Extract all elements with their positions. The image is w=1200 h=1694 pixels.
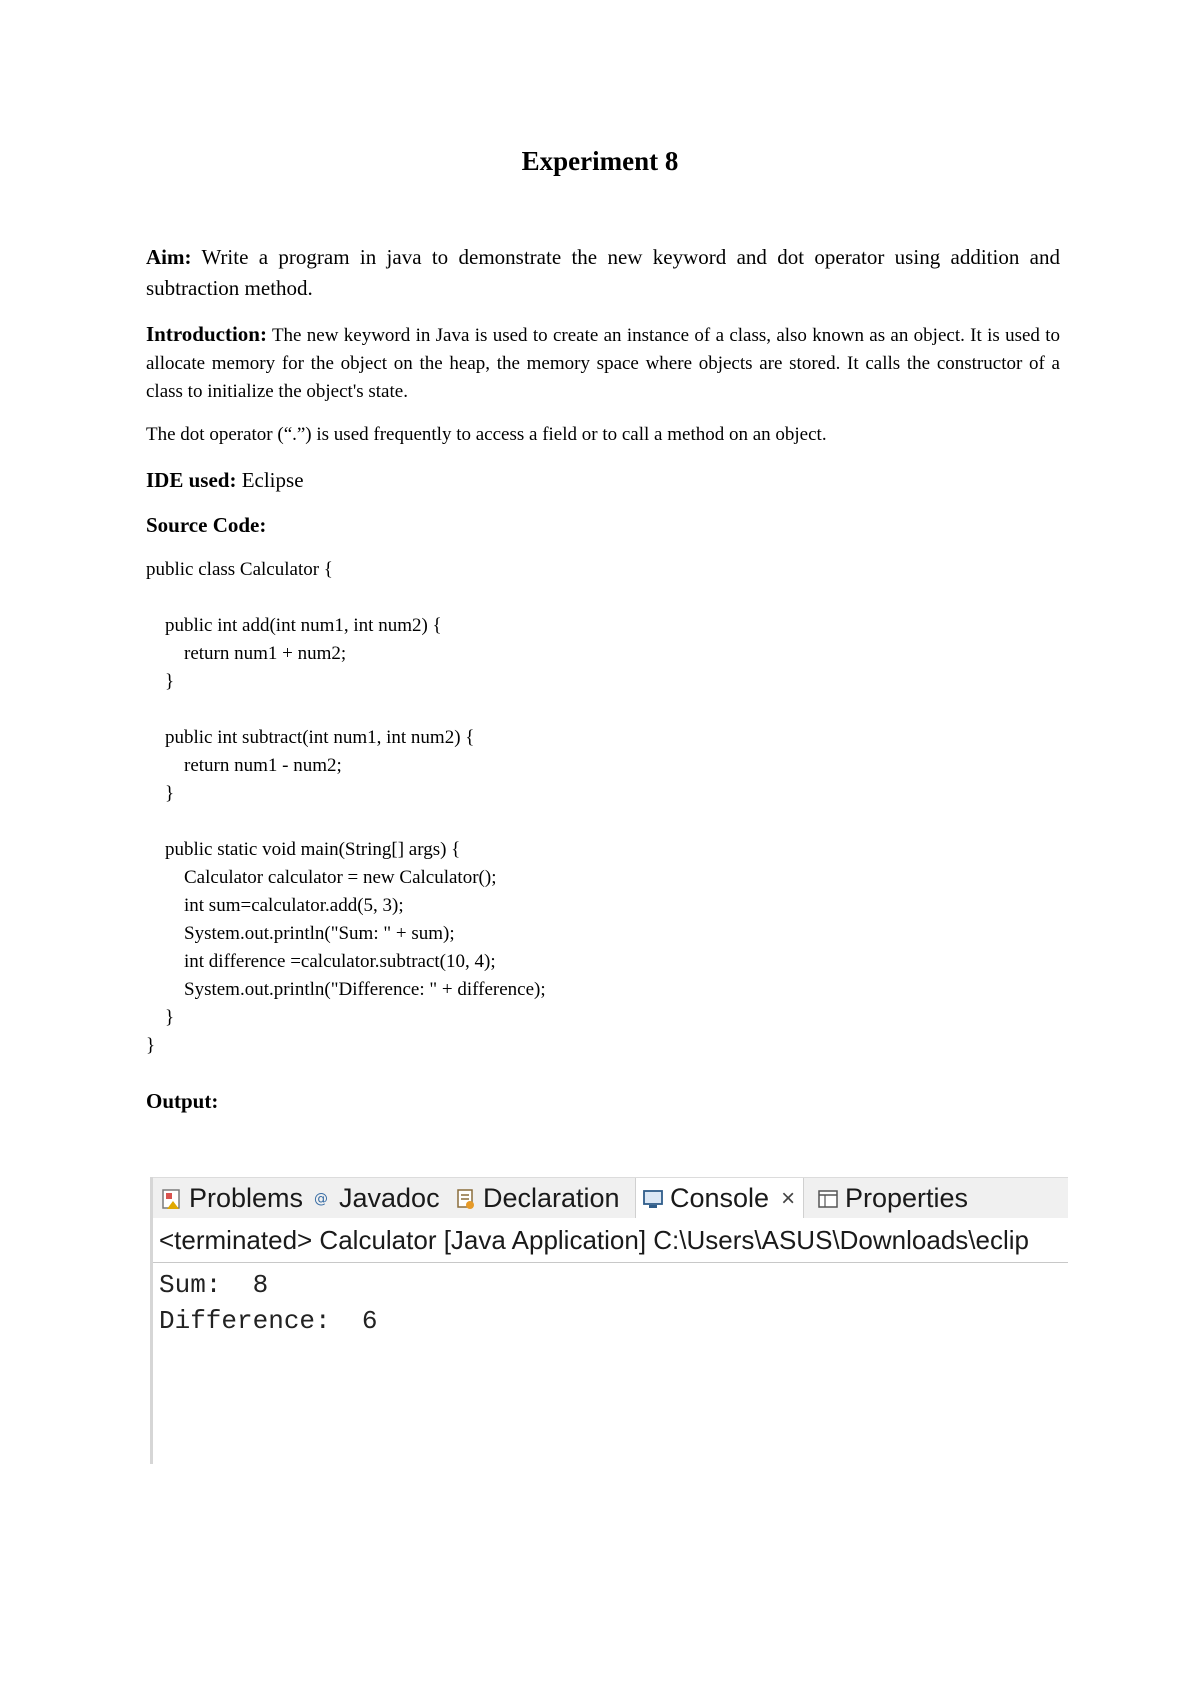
aim-text: Write a program in java to demonstrate the new keyword and dot operator using addition and subtraction method. xyxy=(146,245,1060,300)
tab-properties[interactable] xyxy=(817,1178,968,1219)
declaration-icon xyxy=(455,1187,477,1211)
problems-icon xyxy=(161,1187,183,1211)
output-heading: Output: xyxy=(146,1089,219,1113)
javadoc-icon xyxy=(311,1187,333,1211)
dot-operator-paragraph: The dot operator (“.”) is used frequently to access a field or to call a method on an object. xyxy=(146,424,827,445)
code-line: Calculator calculator = new Calculator(); xyxy=(146,867,497,888)
code-line: } xyxy=(146,671,175,692)
code-line: int sum=calculator.add(5, 3); xyxy=(146,895,404,916)
tab-label: Properties xyxy=(845,1183,969,1213)
eclipse-console-panel xyxy=(150,1177,1068,1464)
tab-problems[interactable] xyxy=(161,1178,303,1219)
code-line xyxy=(146,808,546,836)
properties-icon xyxy=(817,1187,839,1211)
close-icon[interactable]: × xyxy=(781,1184,796,1212)
console-output[interactable] xyxy=(159,1267,377,1339)
code-line: System.out.println("Sum: " + sum); xyxy=(146,923,455,944)
source-code-block xyxy=(146,556,546,1060)
ide-paragraph xyxy=(146,466,1060,494)
console-icon xyxy=(642,1187,664,1211)
introduction-text: The new keyword in Java is used to create an instance of a class, also known as an object. It is used to allocate memory for the object on the heap, the memory space where objects are stored. It calls the constructor of a class to initialize the object's state. xyxy=(146,325,1060,402)
introduction-paragraph xyxy=(146,320,1060,406)
code-line xyxy=(146,696,546,724)
tab-label: Javadoc xyxy=(339,1183,440,1213)
code-line xyxy=(146,584,546,612)
code-line: int difference =calculator.subtract(10, 4); xyxy=(146,951,496,972)
aim-paragraph xyxy=(146,242,1060,304)
code-line: } xyxy=(146,1007,175,1028)
console-status-line: <terminated> Calculator [Java Application] C:\Users\ASUS\Downloads\eclip xyxy=(153,1218,1068,1263)
ide-value: Eclipse xyxy=(241,468,304,492)
console-tab-bar xyxy=(153,1177,1068,1219)
tab-label: Problems xyxy=(189,1183,304,1213)
page-title: Experiment 8 xyxy=(521,146,679,176)
aim-label: Aim: xyxy=(146,245,192,269)
tab-label: Declaration xyxy=(483,1183,620,1213)
ide-label: IDE used: xyxy=(146,468,237,492)
console-output-line: Sum: 8 xyxy=(159,1270,269,1300)
source-code-heading: Source Code: xyxy=(146,513,267,537)
code-line: } xyxy=(146,1035,156,1056)
code-line: public class Calculator { xyxy=(146,559,333,580)
tab-label: Console xyxy=(670,1183,770,1213)
code-line: public int add(int num1, int num2) { xyxy=(146,615,442,636)
code-line: public static void main(String[] args) { xyxy=(146,839,461,860)
tab-console[interactable] xyxy=(635,1178,804,1219)
code-line: return num1 + num2; xyxy=(146,643,347,664)
introduction-label: Introduction: xyxy=(146,322,267,346)
code-line: public int subtract(int num1, int num2) { xyxy=(146,727,475,748)
code-line: System.out.println("Difference: " + difference); xyxy=(146,979,546,1000)
code-line: return num1 - num2; xyxy=(146,755,342,776)
tab-javadoc[interactable] xyxy=(311,1178,440,1219)
tab-declaration[interactable] xyxy=(455,1178,620,1219)
svg-text:@: @ xyxy=(314,1190,328,1207)
console-output-line: Difference: 6 xyxy=(159,1306,378,1336)
code-line: } xyxy=(146,783,175,804)
